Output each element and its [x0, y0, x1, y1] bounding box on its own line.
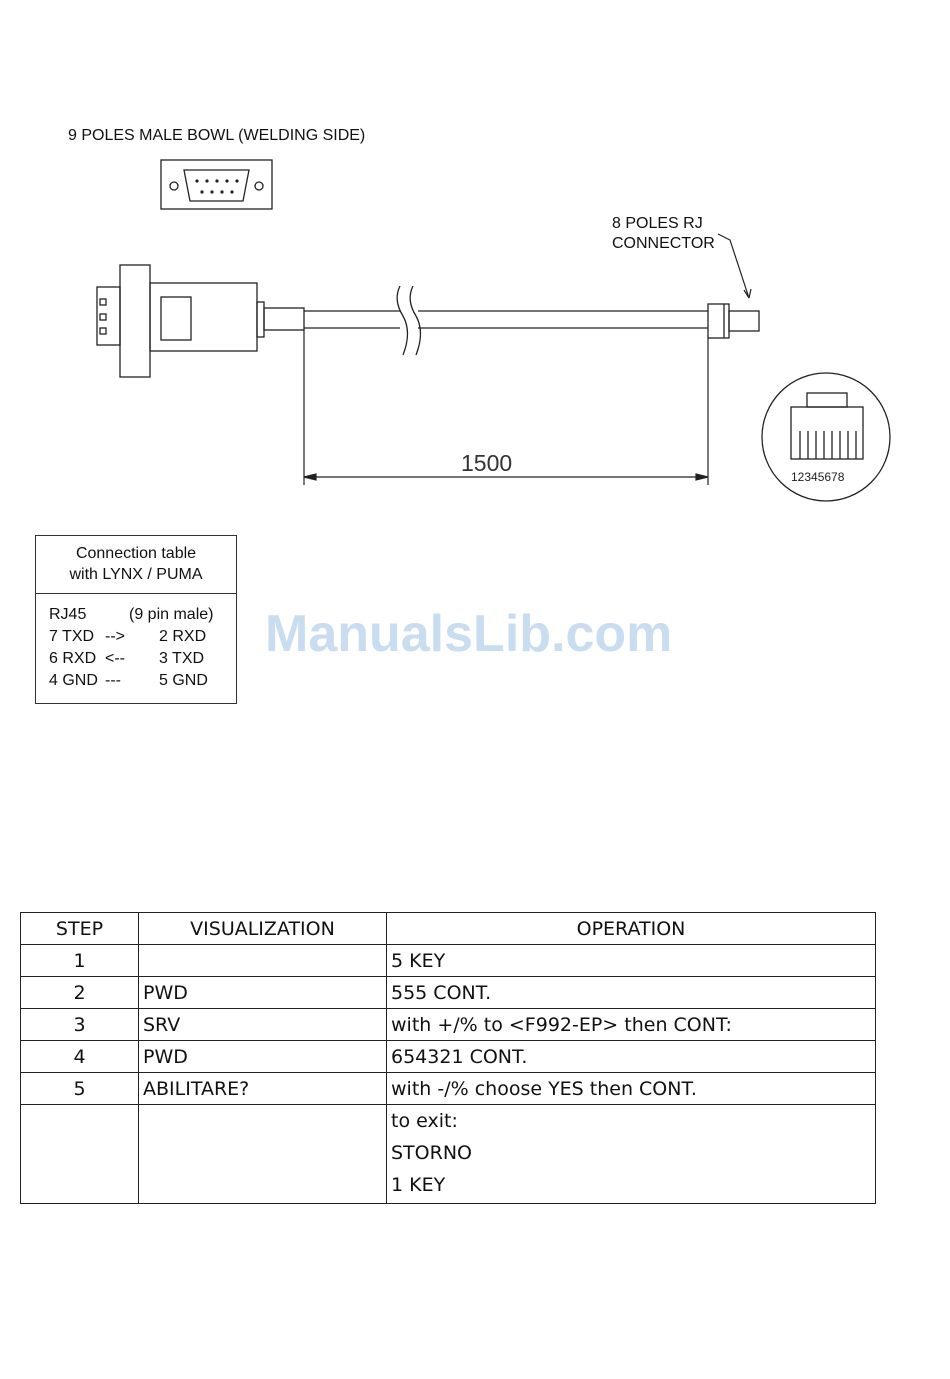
step-cell: 2 — [21, 977, 139, 1009]
exit-line: 1 KEY — [391, 1174, 446, 1196]
table-row — [21, 977, 876, 1009]
table-row — [21, 1009, 876, 1041]
rj-pin-numbers: 12345678 — [791, 470, 845, 484]
connection-table-body — [36, 594, 236, 692]
connection-row — [49, 648, 236, 670]
db9-pin: 5 GND — [159, 672, 208, 689]
exit-operation-cell — [387, 1105, 876, 1204]
connection-table — [35, 535, 237, 704]
empty-cell — [21, 1105, 139, 1204]
visualization-cell: SRV — [139, 1009, 387, 1041]
leader-line — [718, 234, 749, 298]
empty-cell — [139, 1105, 387, 1204]
rj-pin: 6 RXD — [49, 650, 97, 667]
operation-cell: 5 KEY — [387, 945, 876, 977]
connection-header-9pin: (9 pin male) — [129, 606, 214, 623]
step-cell: 3 — [21, 1009, 139, 1041]
direction-arrow: --> — [105, 628, 125, 645]
step-cell: 5 — [21, 1073, 139, 1105]
connection-row — [49, 670, 236, 692]
connection-header-row — [49, 604, 236, 626]
dimension-value: 1500 — [461, 450, 513, 476]
rj-plug-icon — [708, 304, 759, 338]
cable-drawing — [0, 0, 950, 520]
cable-icon — [304, 286, 708, 355]
connection-row — [49, 626, 236, 648]
connection-title-line1: Connection table — [75, 545, 197, 562]
steps-table — [20, 912, 876, 1204]
operation-cell: with +/% to <F992-EP> then CONT: — [387, 1009, 876, 1041]
operation-cell: 654321 CONT. — [387, 1041, 876, 1073]
watermark: ManualsLib.com — [265, 605, 673, 663]
connection-table-title — [36, 536, 236, 594]
visualization-cell: PWD — [139, 1041, 387, 1073]
male-bowl-label: 9 POLES MALE BOWL (WELDING SIDE) — [68, 127, 366, 144]
db9-pin: 2 RXD — [159, 628, 207, 645]
connection-title-line2: with LYNX / PUMA — [69, 566, 203, 583]
db9-pin: 3 TXD — [159, 650, 205, 667]
steps-header-row — [21, 913, 876, 945]
db9-front-view-icon — [161, 160, 272, 209]
table-row — [21, 945, 876, 977]
rj-pin: 4 GND — [49, 672, 98, 689]
operation-cell: with -/% choose YES then CONT. — [387, 1073, 876, 1105]
header-step: STEP — [21, 913, 139, 945]
exit-row — [21, 1105, 876, 1204]
db9-connector-side-icon — [97, 265, 304, 377]
visualization-cell: PWD — [139, 977, 387, 1009]
exit-line: to exit: — [391, 1110, 458, 1132]
visualization-cell: ABILITARE? — [139, 1073, 387, 1105]
header-visualization: VISUALIZATION — [139, 913, 387, 945]
step-cell: 1 — [21, 945, 139, 977]
step-cell: 4 — [21, 1041, 139, 1073]
rj-label-line1: 8 POLES RJ — [612, 215, 703, 232]
direction-arrow: --- — [105, 672, 121, 689]
rj-pin: 7 TXD — [49, 628, 95, 645]
exit-line: STORNO — [391, 1142, 472, 1164]
table-row — [21, 1073, 876, 1105]
rj-label-line2: CONNECTOR — [612, 235, 715, 252]
connection-header-rj45: RJ45 — [49, 606, 87, 623]
table-row — [21, 1041, 876, 1073]
header-operation: OPERATION — [387, 913, 876, 945]
visualization-cell — [139, 945, 387, 977]
direction-arrow: <-- — [105, 650, 125, 667]
operation-cell: 555 CONT. — [387, 977, 876, 1009]
